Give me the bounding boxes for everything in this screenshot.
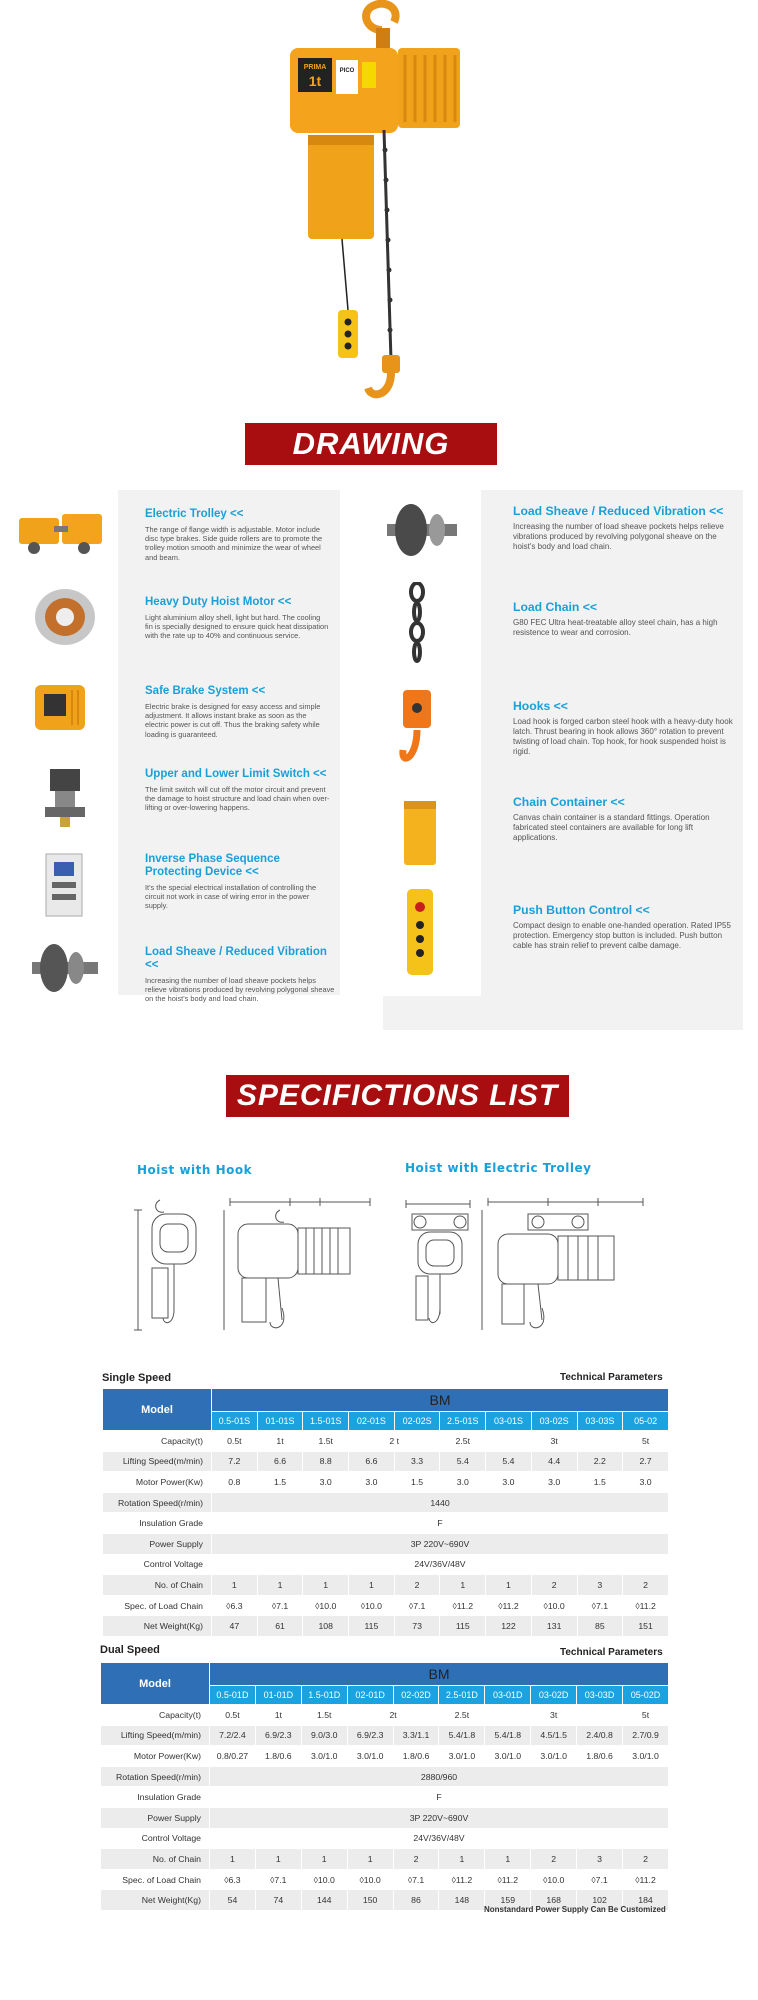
table-cell: 47 [212, 1616, 258, 1637]
table-cell: ◊11.2 [486, 1595, 532, 1616]
table-cell: ◊10.0 [347, 1869, 393, 1890]
feature-text: Increasing the number of load sheave pockets helps relieve vibrations produced by revolving polygonal sheave on the hoist's body and load chain. [145, 976, 335, 1004]
table-cell: 3.0/1.0 [347, 1746, 393, 1767]
model-code: 03-01D [485, 1686, 531, 1705]
feature-brake-system [145, 685, 330, 739]
feature-title: Hooks << [513, 699, 568, 713]
dual-speed-spec-table [100, 1662, 669, 1911]
table-cell: 2t [347, 1705, 439, 1726]
table-cell: 24V/36V/48V [210, 1828, 669, 1849]
electric-trolley-icon [14, 500, 109, 560]
feature-text: G80 FEC Ultra heat-treatable alloy steel chain, has a high resistence to wear and corrosion. [513, 618, 718, 637]
chain-container-icon [400, 795, 440, 870]
table-cell: 5t [623, 1431, 669, 1452]
row-label: Rotation Speed(r/min) [103, 1492, 212, 1513]
series-header: BM [210, 1663, 669, 1686]
table-cell: 3.0/1.0 [439, 1746, 485, 1767]
table-cell: 1.8/0.6 [255, 1746, 301, 1767]
table-cell: 4.4 [531, 1451, 577, 1472]
table-cell: ◊7.1 [255, 1869, 301, 1890]
table-row [103, 1513, 669, 1534]
specifications-banner: SPECIFICTIONS LIST [226, 1075, 569, 1117]
model-code: 0.5-01D [210, 1686, 256, 1705]
table-row [101, 1807, 669, 1828]
table-cell: ◊7.1 [257, 1595, 303, 1616]
feature-text: Light aluminium alloy shell, light but hard. The cooling fin is specially designed to ensure quick heat dissipation with the rate up to 40% and continuous service. [145, 613, 329, 641]
table-cell: 1 [439, 1849, 485, 1870]
table-cell: 1 [485, 1849, 531, 1870]
table-cell: 3.3 [394, 1451, 440, 1472]
table-cell: ◊7.1 [394, 1595, 440, 1616]
table-row [101, 1849, 669, 1870]
table-row [103, 1472, 669, 1493]
table-cell: 115 [349, 1616, 395, 1637]
model-code: 02-02S [394, 1412, 440, 1431]
model-code: 1.5-01S [303, 1412, 349, 1431]
table-cell: 1.5 [257, 1472, 303, 1493]
model-code: 05-02D [623, 1686, 669, 1705]
load-sheave-icon [30, 940, 100, 995]
table-cell: 3.0/1.0 [301, 1746, 347, 1767]
row-label: Power Supply [101, 1807, 210, 1828]
table-cell: 3.0 [486, 1472, 532, 1493]
model-code: 03-02S [531, 1412, 577, 1431]
limit-switch-icon [40, 765, 90, 830]
feature-title: Chain Container << [513, 795, 625, 809]
row-label: Motor Power(Kw) [101, 1746, 210, 1767]
row-label: Capacity(t) [101, 1705, 210, 1726]
feature-title: Heavy Duty Hoist Motor << [145, 596, 292, 608]
row-label: Insulation Grade [103, 1513, 212, 1534]
table-row [103, 1533, 669, 1554]
table-cell: 3.0/1.0 [531, 1746, 577, 1767]
feature-text: The limit switch will cut off the motor circuit and prevent the damage to hoist structure and load chain when over-lifting or over-lowering happens. [145, 785, 330, 813]
table-cell: 1 [210, 1849, 256, 1870]
table-row [101, 1828, 669, 1849]
feature-chain-container [513, 796, 738, 843]
row-label: Net Weight(Kg) [103, 1616, 212, 1637]
feature-load-sheave-left [145, 946, 335, 1004]
table-cell: 2 [393, 1849, 439, 1870]
feature-title: Load Sheave / Reduced Vibration << [513, 504, 724, 518]
model-code: 03-01S [486, 1412, 532, 1431]
table-row [103, 1451, 669, 1472]
table-cell: 86 [393, 1890, 439, 1911]
table-cell: 2 [623, 1575, 669, 1596]
feature-text: Electric brake is designed for easy access and simple adjustment. It allows instant brake as soon as the electric power is cut off. Thus the braking safety while loading is guaranteed. [145, 702, 321, 739]
row-label: Net Weight(Kg) [101, 1890, 210, 1911]
load-chain-icon [402, 582, 432, 672]
table-cell: 1 [255, 1849, 301, 1870]
table-cell: 115 [440, 1616, 486, 1637]
table-cell: 7.2 [212, 1451, 258, 1472]
model-code: 01-01D [255, 1686, 301, 1705]
model-code: 02-01D [347, 1686, 393, 1705]
table-cell: 0.5t [210, 1705, 256, 1726]
table-cell: 6.9/2.3 [255, 1725, 301, 1746]
table-cell: 0.8 [212, 1472, 258, 1493]
table-cell: 148 [439, 1890, 485, 1911]
feature-text: Canvas chain container is a standard fittings. Operation fabricated steel containers are available for long lift applications. [513, 813, 710, 842]
table-cell: 1.5 [577, 1472, 623, 1493]
feature-title: Safe Brake System << [145, 685, 266, 697]
row-label: Spec. of Load Chain [103, 1595, 212, 1616]
table-cell: 102 [577, 1890, 623, 1911]
table-cell: ◊10.0 [303, 1595, 349, 1616]
push-button-pendant-icon [403, 885, 437, 980]
feature-text: The range of flange width is adjustable. Motor include disc type brakes. Side guide rollers are to promote the trolley motion smooth and minimize the wear of wheel and beam. [145, 525, 323, 562]
table-cell: ◊11.2 [485, 1869, 531, 1890]
table-cell: F [210, 1787, 669, 1808]
table-cell: 1t [257, 1431, 303, 1452]
table-cell: 1 [303, 1575, 349, 1596]
table-cell: ◊11.2 [440, 1595, 486, 1616]
table-cell: 3 [577, 1849, 623, 1870]
feature-text: It's the special electrical installation of controlling the circuit not work in case of wiring error in the power supply. [145, 883, 317, 911]
electric-chain-hoist-image [260, 0, 490, 410]
table-cell: 2.4/0.8 [577, 1725, 623, 1746]
load-sheave-icon [385, 500, 460, 560]
hoist-with-hook-title: Hoist with Hook [137, 1163, 253, 1177]
table-cell: F [212, 1513, 669, 1534]
table-row [101, 1787, 669, 1808]
hoist-motor-icon [30, 585, 100, 650]
table-cell: ◊10.0 [531, 1869, 577, 1890]
table-cell: 3.3/1.1 [393, 1725, 439, 1746]
feature-text: Compact design to enable one-handed operation. Rated IP55 protection. Emergency stop button is included. Push button cable has strain relief to prevent calbe damage. [513, 921, 731, 950]
table-cell: 1440 [212, 1492, 669, 1513]
table-cell: 3.0/1.0 [623, 1746, 669, 1767]
model-code: 2.5-01D [439, 1686, 485, 1705]
table-cell: ◊7.1 [577, 1869, 623, 1890]
table-cell: 0.5t [212, 1431, 258, 1452]
model-code: 05-02 [623, 1412, 669, 1431]
table-cell: 3.0 [440, 1472, 486, 1493]
phase-protector-icon [40, 850, 88, 920]
table-cell: 2.2 [577, 1451, 623, 1472]
single-speed-spec-table [102, 1388, 669, 1637]
row-label: Spec. of Load Chain [101, 1869, 210, 1890]
table-cell: ◊10.0 [349, 1595, 395, 1616]
row-label: Control Voltage [103, 1554, 212, 1575]
table-cell: 8.8 [303, 1451, 349, 1472]
table-cell: 159 [485, 1890, 531, 1911]
model-code: 03-03D [577, 1686, 623, 1705]
table-cell: 74 [255, 1890, 301, 1911]
single-technical-parameters-label: Technical Parameters [560, 1372, 663, 1383]
table-cell: ◊7.1 [577, 1595, 623, 1616]
table-cell: ◊11.2 [623, 1869, 669, 1890]
feature-limit-switch [145, 768, 330, 813]
row-label: No. of Chain [101, 1849, 210, 1870]
table-cell: 2 [623, 1849, 669, 1870]
table-cell: ◊6.3 [212, 1595, 258, 1616]
table-row [103, 1616, 669, 1637]
table-row [103, 1554, 669, 1575]
table-cell: 2 [531, 1575, 577, 1596]
table-cell: 3P 220V~690V [210, 1807, 669, 1828]
table-cell: 1 [257, 1575, 303, 1596]
feature-title: Electric Trolley << [145, 508, 244, 520]
table-cell: 3t [485, 1705, 623, 1726]
table-cell: ◊10.0 [531, 1595, 577, 1616]
single-speed-label: Single Speed [102, 1372, 172, 1384]
table-cell: 5.4/1.8 [485, 1725, 531, 1746]
table-row [103, 1595, 669, 1616]
table-cell: 1 [440, 1575, 486, 1596]
table-row [101, 1746, 669, 1767]
model-code: 0.5-01S [212, 1412, 258, 1431]
model-code: 2.5-01S [440, 1412, 486, 1431]
table-cell: 5.4 [486, 1451, 532, 1472]
dual-speed-label: Dual Speed [100, 1644, 160, 1656]
model-code: 03-02D [531, 1686, 577, 1705]
table-cell: 2 t [349, 1431, 440, 1452]
table-cell: ◊6.3 [210, 1869, 256, 1890]
table-cell: 1.5 [394, 1472, 440, 1493]
row-label: Capacity(t) [103, 1431, 212, 1452]
model-code: 01-01S [257, 1412, 303, 1431]
table-cell: ◊7.1 [393, 1869, 439, 1890]
features-right-panel-extension [383, 996, 743, 1030]
dual-technical-parameters-label: Technical Parameters [560, 1647, 663, 1658]
table-cell: 108 [303, 1616, 349, 1637]
table-cell: 9.0/3.0 [301, 1725, 347, 1746]
hero-brand: PRIMA [303, 64, 327, 71]
table-cell: 3.0/1.0 [485, 1746, 531, 1767]
table-cell: 1.5t [301, 1705, 347, 1726]
table-cell: 73 [394, 1616, 440, 1637]
table-cell: ◊11.2 [439, 1869, 485, 1890]
model-code: 02-01S [349, 1412, 395, 1431]
table-cell: 0.8/0.27 [210, 1746, 256, 1767]
table-cell: 54 [210, 1890, 256, 1911]
feature-title: Load Chain << [513, 600, 597, 614]
table-cell: 24V/36V/48V [212, 1554, 669, 1575]
table-cell: ◊11.2 [623, 1595, 669, 1616]
table-cell: 144 [301, 1890, 347, 1911]
model-header: Model [103, 1389, 212, 1431]
table-cell: 5t [623, 1705, 669, 1726]
feature-text: Load hook is forged carbon steel hook with a heavy-duty hook latch. Thrust bearing in hook allows 360° rotation to prevent twisting of load chain. Top hook, for hook suspended hoist is rigid. [513, 717, 733, 756]
table-cell: 4.5/1.5 [531, 1725, 577, 1746]
feature-title: Push Button Control << [513, 903, 650, 917]
table-cell: 1 [349, 1575, 395, 1596]
table-cell: 3 [577, 1575, 623, 1596]
table-cell: 3.0 [623, 1472, 669, 1493]
table-cell: 5.4 [440, 1451, 486, 1472]
model-code: 02-02D [393, 1686, 439, 1705]
nonstandard-power-note: Nonstandard Power Supply Can Be Customized [484, 1905, 666, 1914]
feature-text: Increasing the number of load sheave pockets helps relieve vibrations produced by revolving polygonal sheave on the hoist's body and load chain. [513, 522, 724, 551]
table-row [103, 1431, 669, 1452]
table-cell: 1 [347, 1849, 393, 1870]
table-cell: 3P 220V~690V [212, 1533, 669, 1554]
table-cell: 1t [255, 1705, 301, 1726]
brake-system-icon [30, 680, 90, 735]
table-cell: 3t [486, 1431, 623, 1452]
row-label: Motor Power(Kw) [103, 1472, 212, 1493]
table-cell: 1 [301, 1849, 347, 1870]
table-cell: 3.0 [349, 1472, 395, 1493]
model-code: 03-03S [577, 1412, 623, 1431]
hero-model: PICO [339, 68, 355, 74]
row-label: Insulation Grade [101, 1787, 210, 1808]
hero-capacity: 1t [308, 73, 322, 89]
table-cell: 151 [623, 1616, 669, 1637]
table-cell: 1.5t [303, 1431, 349, 1452]
row-label: Lifting Speed(m/min) [101, 1725, 210, 1746]
features-left-panel [118, 490, 340, 995]
table-cell: 131 [531, 1616, 577, 1637]
table-cell: 7.2/2.4 [210, 1725, 256, 1746]
table-cell: 85 [577, 1616, 623, 1637]
hoist-with-trolley-title: Hoist with Electric Trolley [405, 1161, 592, 1175]
row-label: No. of Chain [103, 1575, 212, 1596]
table-row [103, 1575, 669, 1596]
table-cell: 5.4/1.8 [439, 1725, 485, 1746]
feature-load-sheave-right [513, 505, 738, 552]
row-label: Rotation Speed(r/min) [101, 1766, 210, 1787]
row-label: Lifting Speed(m/min) [103, 1451, 212, 1472]
table-cell: 6.6 [257, 1451, 303, 1472]
table-cell: 2.5t [440, 1431, 486, 1452]
table-row [101, 1869, 669, 1890]
table-row [103, 1492, 669, 1513]
table-cell: 1.8/0.6 [577, 1746, 623, 1767]
table-cell: 2 [394, 1575, 440, 1596]
table-cell: 150 [347, 1890, 393, 1911]
feature-hooks [513, 700, 738, 757]
row-label: Control Voltage [101, 1828, 210, 1849]
trolley-hoist-drawing [398, 1190, 663, 1340]
table-cell: 3.0 [531, 1472, 577, 1493]
table-row [101, 1766, 669, 1787]
feature-title: Load Sheave / Reduced Vibration << [145, 946, 327, 971]
table-cell: 2 [531, 1849, 577, 1870]
table-cell: 2.5t [439, 1705, 485, 1726]
hook-hoist-drawing [130, 1190, 390, 1340]
feature-electric-trolley [145, 508, 330, 562]
series-header: BM [212, 1389, 669, 1412]
table-row [101, 1705, 669, 1726]
feature-push-button-control [513, 904, 738, 951]
table-cell: 168 [531, 1890, 577, 1911]
model-header: Model [101, 1663, 210, 1705]
model-code: 1.5-01D [301, 1686, 347, 1705]
table-cell: 61 [257, 1616, 303, 1637]
table-cell: 1.8/0.6 [393, 1746, 439, 1767]
drawing-banner: DRAWING [245, 423, 497, 465]
table-cell: 3.0 [303, 1472, 349, 1493]
feature-title: Upper and Lower Limit Switch << [145, 768, 327, 780]
table-cell: 2880/960 [210, 1766, 669, 1787]
hook-icon [397, 688, 437, 778]
table-cell: 2.7 [623, 1451, 669, 1472]
row-label: Power Supply [103, 1533, 212, 1554]
table-cell: 1 [486, 1575, 532, 1596]
table-cell: 6.9/2.3 [347, 1725, 393, 1746]
table-cell: 122 [486, 1616, 532, 1637]
table-row [101, 1725, 669, 1746]
feature-load-chain [513, 601, 738, 638]
table-cell: 6.6 [349, 1451, 395, 1472]
feature-phase-protector [145, 853, 330, 911]
feature-hoist-motor [145, 596, 330, 641]
table-cell: 184 [623, 1890, 669, 1911]
table-cell: 1 [212, 1575, 258, 1596]
feature-title: Inverse Phase Sequence Protecting Device << [145, 853, 280, 878]
table-cell: ◊10.0 [301, 1869, 347, 1890]
table-cell: 2.7/0.9 [623, 1725, 669, 1746]
